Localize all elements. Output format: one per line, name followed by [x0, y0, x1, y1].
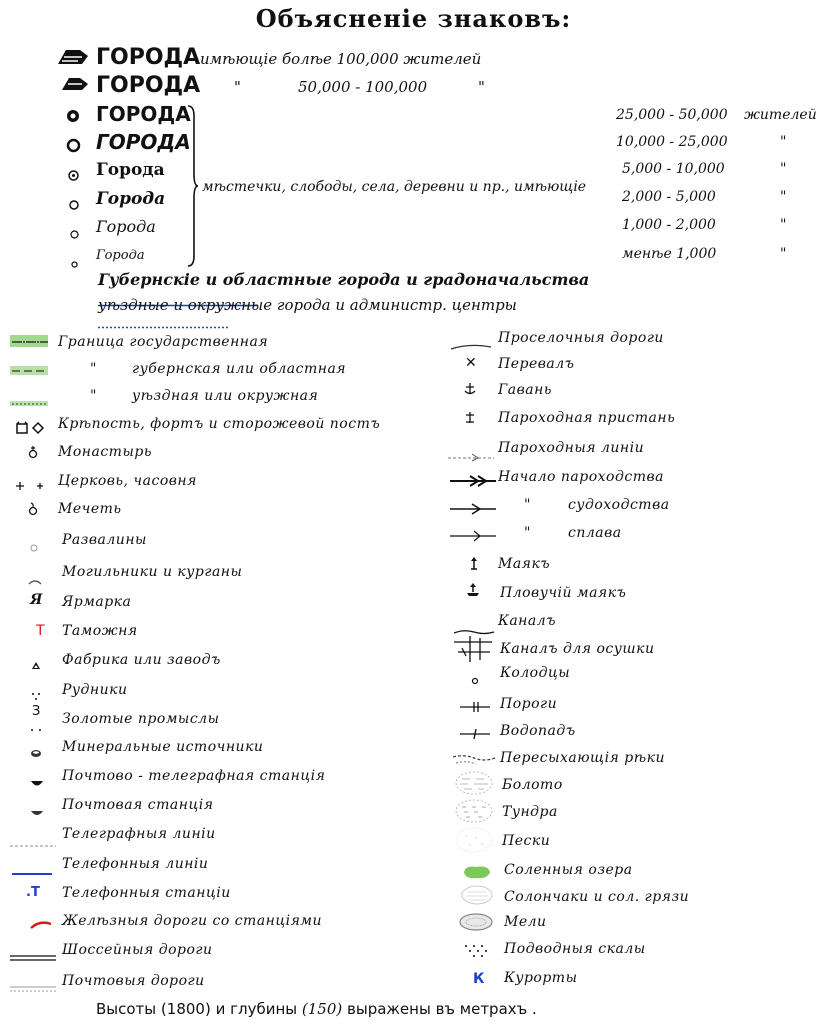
- town-circle-icon: [71, 253, 78, 272]
- footer-depths-value: (150): [301, 1000, 343, 1018]
- rapids-icon: [460, 698, 490, 717]
- pop-range-2: 10,000 - 25,000: [616, 134, 728, 150]
- lighthouse-icon: [468, 555, 480, 574]
- uezd-underline: [98, 314, 228, 333]
- gold-icon: З: [32, 704, 41, 719]
- town-row5: Города: [96, 217, 156, 236]
- legend-railway: Желѣзныя дороги со станціями: [62, 913, 323, 929]
- ditto: ": [780, 246, 787, 262]
- gubernia-border-icon: [10, 362, 48, 381]
- shipping-start-icon: [450, 500, 496, 519]
- kurgans-icon: [28, 570, 42, 589]
- steamer-pier-icon: [464, 409, 476, 428]
- legend-underwater-rocks: Подводныя скалы: [504, 941, 646, 957]
- town-big2-desc: 50,000 - 100,000: [298, 78, 428, 96]
- legend-highway: Шоссейныя дороги: [62, 942, 213, 958]
- ruins-icon: [30, 537, 38, 556]
- ditto: ": [90, 388, 97, 404]
- legend-customs: Таможня: [62, 623, 138, 639]
- big-city-icon: [56, 48, 90, 70]
- legend-drying-river: Пересыхающія рѣки: [500, 750, 665, 766]
- large-city-icon: [60, 76, 90, 96]
- ditto: ": [478, 78, 485, 96]
- town-row2: ГОРОДА: [96, 130, 191, 154]
- post-telegraph-icon: [30, 773, 44, 792]
- church-icon: [16, 476, 46, 495]
- legend-salt-marsh: Солончаки и сол. грязи: [504, 889, 690, 905]
- town-big1-desc: имѣющіе болѣе 100,000 жителей: [200, 50, 482, 68]
- fortress-icon: [16, 419, 46, 438]
- pop-unit: жителей: [744, 107, 817, 123]
- footer-heights-value: (1800): [160, 1000, 211, 1018]
- town-row4: Города: [96, 189, 166, 209]
- legend-canal: Каналъ: [498, 613, 556, 629]
- footer-heights: Высоты: [96, 1000, 157, 1018]
- legend-gold: Золотые промыслы: [62, 711, 220, 727]
- telegraph-line-icon: [10, 833, 56, 852]
- gubernia-towns-label: Губернскіе и областные города и градоначальства: [98, 270, 590, 289]
- curly-brace: [184, 104, 198, 272]
- legend-mineral-spring: Минеральные источники: [62, 739, 264, 755]
- salt-marsh-icon: [460, 884, 494, 910]
- town-circle-icon: [66, 108, 80, 127]
- salt-lake-icon: [462, 864, 492, 884]
- legend-monastery: Монастырь: [58, 444, 152, 460]
- legend-post-station: Почтовая станція: [62, 797, 214, 813]
- state-border-icon: [10, 334, 48, 353]
- legend-shipping-start: судоходства: [568, 497, 670, 513]
- legend-ruins: Развалины: [62, 532, 147, 548]
- underwater-rocks-icon: [462, 942, 492, 961]
- mosque-icon: [28, 501, 38, 520]
- legend-post-road: Почтовыя дороги: [62, 973, 205, 989]
- town-row3: Города: [96, 160, 165, 180]
- pop-range-5: 1,000 - 2,000: [622, 217, 716, 233]
- legend-swamp: Болото: [502, 777, 563, 793]
- mineral-spring-icon: [30, 743, 42, 762]
- town-big2-name: ГОРОДА: [96, 73, 201, 98]
- floating-lighthouse-icon: [466, 582, 480, 601]
- legend-harbour: Гавань: [498, 382, 552, 398]
- legend-floating-lighthouse: Пловучій маякъ: [500, 585, 627, 601]
- legend-mines: Рудники: [62, 682, 128, 698]
- navigation-start-icon: [450, 472, 496, 491]
- town-middle-text: мѣстечки, слободы, села, деревни и пр., имѣющіе: [202, 179, 587, 195]
- legend-factory: Фабрика или заводъ: [62, 652, 221, 668]
- ditto: ": [780, 161, 787, 177]
- wells-icon: [471, 670, 479, 689]
- legend-mosque: Мечеть: [58, 501, 122, 517]
- drying-river-icon: [452, 752, 496, 771]
- sands-icon: [454, 826, 494, 858]
- ditto: ": [234, 78, 241, 96]
- customs-icon: Т: [36, 623, 45, 639]
- legend-telephone-line: Телефонныя линіи: [62, 856, 209, 872]
- ditto: ": [524, 525, 531, 541]
- legend-tundra: Тундра: [502, 804, 558, 820]
- ditto: ": [780, 217, 787, 233]
- gold-dots-icon: [30, 718, 42, 737]
- town-big1-name: ГОРОДА: [96, 45, 201, 70]
- legend-shoals: Мели: [504, 914, 547, 930]
- legend-title: Объясненіе знаковъ:: [255, 4, 572, 33]
- legend-salt-lake: Соленныя озера: [504, 862, 633, 878]
- legend-gubernia-border: губернская или областная: [132, 361, 347, 377]
- legend-resort: Курорты: [504, 970, 578, 986]
- legend-steamer-line: Пароходныя линіи: [498, 440, 645, 456]
- steamer-line-icon: [448, 446, 494, 465]
- footer-line: [96, 1000, 537, 1018]
- legend-state-border: Граница государственная: [58, 334, 269, 350]
- uezd-towns-label: уѣздные и окружные города и администр. центры: [98, 296, 517, 314]
- legend-lighthouse: Маякъ: [498, 556, 551, 572]
- legend-kurgans: Могильники и курганы: [62, 564, 243, 580]
- highway-icon: [10, 947, 56, 966]
- legend-navigation-start: Начало пароходства: [498, 469, 664, 485]
- legend-waterfall: Водопадъ: [500, 723, 576, 739]
- telephone-line-icon: [12, 861, 52, 880]
- tundra-icon: [454, 798, 494, 828]
- ditto: ": [780, 189, 787, 205]
- post-road-icon: [10, 978, 56, 997]
- legend-pass: Перевалъ: [498, 356, 575, 372]
- drainage-canal-icon: [452, 634, 494, 668]
- legend-post-telegraph: Почтово - телеграфная станція: [62, 768, 326, 784]
- ditto: ": [780, 134, 787, 150]
- swamp-icon: [454, 770, 494, 800]
- waterfall-icon: [460, 725, 490, 744]
- shoals-icon: [458, 912, 494, 936]
- legend-steamer-pier: Пароходная пристань: [498, 410, 676, 426]
- town-circle-icon: [68, 166, 79, 185]
- pop-range-6: менѣе 1,000: [622, 246, 717, 262]
- legend-wells: Колодцы: [500, 665, 571, 681]
- town-row6: Города: [96, 248, 145, 263]
- post-station-icon: [30, 802, 44, 821]
- railway-icon: [30, 915, 52, 934]
- mines-icon: [31, 685, 41, 704]
- legend-fair: Ярмарка: [62, 594, 132, 610]
- town-circle-icon: [70, 224, 79, 243]
- legend-telegraph-line: Телеграфныя линіи: [62, 826, 216, 842]
- ditto: ": [90, 361, 97, 377]
- legend-uezd-border: уѣздная или окружная: [132, 388, 319, 404]
- town-row1: ГОРОДА: [96, 102, 191, 126]
- legend-rafting-start: сплава: [568, 525, 622, 541]
- country-road-icon: [450, 336, 492, 355]
- pop-range-4: 2,000 - 5,000: [622, 189, 716, 205]
- town-circle-icon: [69, 195, 79, 214]
- uezd-border-icon: [10, 392, 48, 411]
- legend-country-road: Проселочныя дороги: [498, 330, 664, 346]
- pass-icon: ✕: [465, 355, 477, 371]
- rafting-start-icon: [450, 527, 496, 546]
- legend-drainage-canal: Каналъ для осушки: [500, 641, 655, 657]
- monastery-icon: [28, 444, 38, 463]
- harbour-icon: [463, 381, 477, 400]
- legend-rapids: Пороги: [500, 696, 558, 712]
- footer-units: выражены въ метрахъ .: [347, 1000, 537, 1018]
- pop-range-1: 25,000 - 50,000: [616, 107, 728, 123]
- town-circle-icon: [67, 137, 80, 156]
- factory-icon: [31, 655, 41, 674]
- legend-sands: Пески: [502, 833, 551, 849]
- legend-church: Церковь, часовня: [58, 473, 197, 489]
- resort-icon: К: [473, 971, 485, 987]
- ditto: ": [524, 497, 531, 513]
- fair-icon: Я: [30, 592, 43, 608]
- footer-depths: и глубины: [215, 1000, 298, 1018]
- legend-telephone-station: Телефонныя станціи: [62, 885, 231, 901]
- legend-fortress: Крѣпость, фортъ и сторожевой постъ: [58, 416, 381, 432]
- telephone-station-icon: .Т: [26, 885, 40, 900]
- pop-range-3: 5,000 - 10,000: [622, 161, 725, 177]
